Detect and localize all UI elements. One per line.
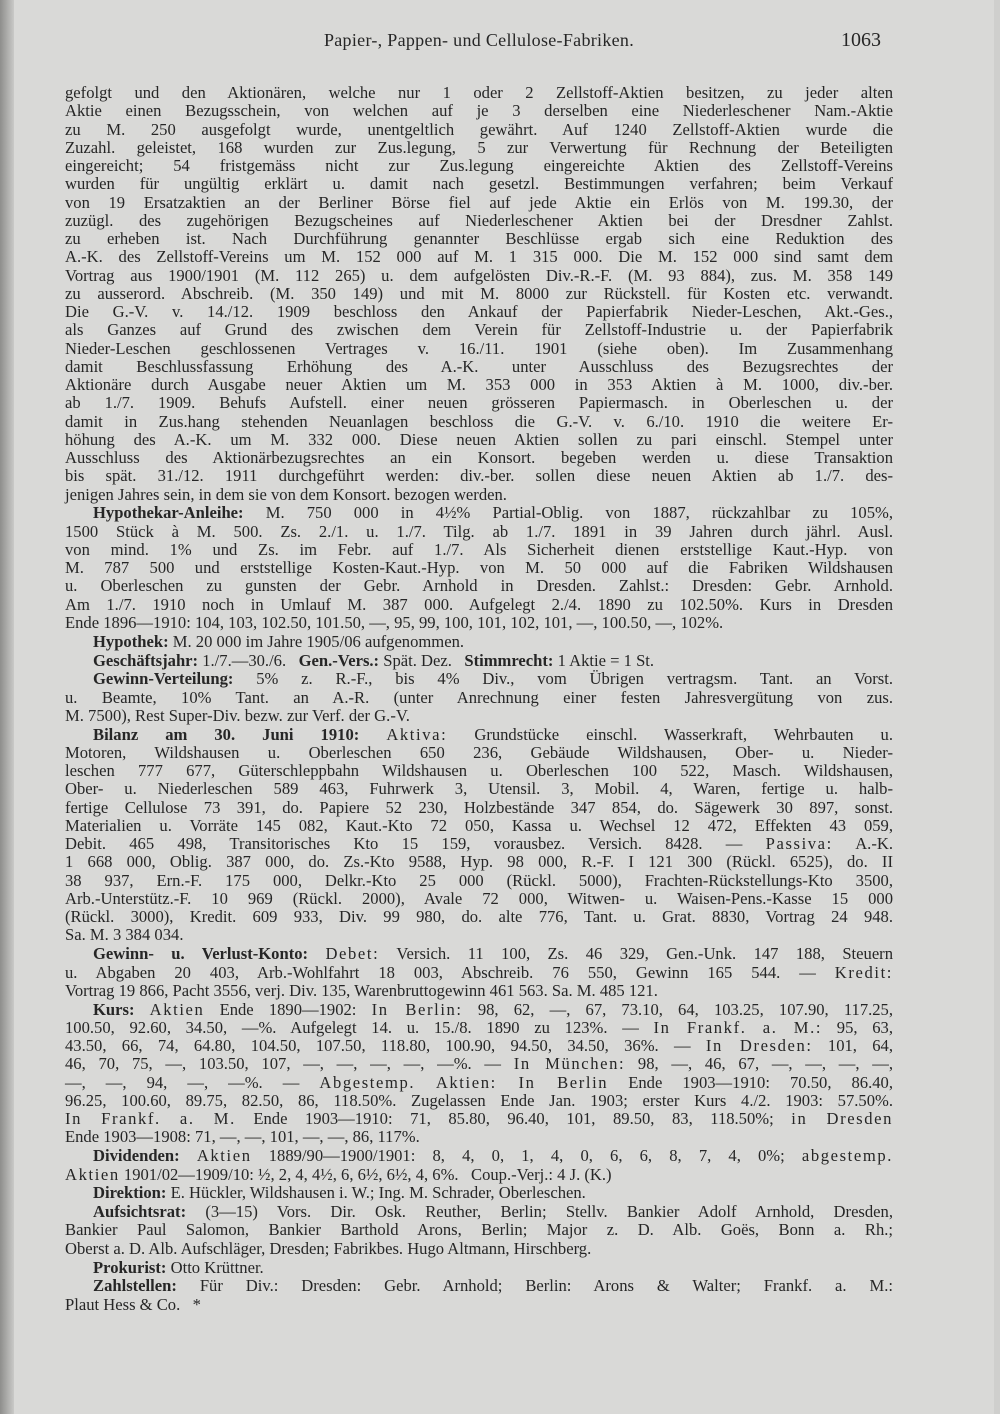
text-line <box>65 633 893 651</box>
text-run <box>359 725 386 744</box>
text-run: Am 1./7. 1910 noch in Umlauf M. 387 000. Aufgelegt 2./4. 1890 zu 102.50%. Kurs in Dresden <box>65 594 893 614</box>
text-line <box>65 835 893 853</box>
spaced-text: in Dresden <box>791 1109 893 1129</box>
text-run: wurden für ungültig erklärt u. damit nach gesetzl. Bestimmungen verfahren; beim Verkauf <box>65 174 893 194</box>
spaced-text: In Frankf. a. M. <box>65 1109 236 1129</box>
spaced-text: Aktien <box>65 1164 120 1184</box>
scan-edge-left <box>0 0 14 1414</box>
text-line <box>65 504 893 522</box>
text-line <box>65 670 893 688</box>
text-line <box>65 248 893 266</box>
paragraph <box>65 633 893 651</box>
text-line <box>65 1074 893 1092</box>
text-line <box>65 139 893 157</box>
text-run: Aktie einen Bezugsschein, von welchen auf je 3 derselben eine Niederleschener Nam.-Aktie <box>65 101 893 121</box>
text-line <box>65 267 893 285</box>
text-line <box>65 596 893 614</box>
section-label: Gewinn- u. Verlust-Konto: <box>93 944 309 964</box>
text-run: u. Abgaben 20 403, Arb.-Wohlfahrt 18 003, Abschreib. 76 550, Gewinn 165 544. — <box>65 962 835 982</box>
text-line <box>65 964 893 982</box>
text-run: M. 787 500 und erststellige Kosten-Kaut.-Hyp. von M. 50 000 auf die Fabriken Wildshausen <box>65 558 893 578</box>
text-line <box>65 926 893 944</box>
section-label: Zahlstellen: <box>93 1276 177 1296</box>
text-line <box>65 1019 893 1037</box>
section-label: Aufsichtsrat: <box>93 1202 187 1222</box>
text-run: damit Beschlussfassung Erhöhung des A.-K. unter Ausschluss des Bezugsrechtes der <box>65 356 893 376</box>
text-run: zuzügl. des zugehörigen Bezugscheines auf Niederleschener Aktien bei der Dresdner Zahlst. <box>65 210 893 230</box>
section-label: Gen.-Vers.: <box>298 650 380 670</box>
text-line <box>65 1240 893 1258</box>
text-run: (3—15) Vors. Dir. Osk. Reuther, Berlin; Stellv. Bankier Adolf Arnhold, Dresden, <box>186 1202 893 1222</box>
text-line <box>65 467 893 485</box>
spaced-text: Aktiva: <box>386 724 448 744</box>
spaced-text: Abgestemp. Aktien: In Berlin <box>319 1072 609 1092</box>
text-line <box>65 102 893 120</box>
text-run: 98, —, 46, 67, —, —, —, —, <box>625 1054 894 1074</box>
text-line <box>65 1147 893 1165</box>
text-line <box>65 376 893 394</box>
text-run: bis spät. 31./12. 1911 durchgeführt werden: div.-ber. sollen diese neuen Aktien ab 1./7. des- <box>65 466 893 486</box>
text-run: 1./7.—30./6. <box>198 650 299 670</box>
text-line <box>65 321 893 339</box>
text-run: 38 937, Ern.-F. 175 000, Delkr.-Kto 25 000 (Rückl. 5000), Frachten-Rückstellungs-Kto 3500, <box>65 870 893 890</box>
text-line <box>65 541 893 559</box>
text-run: Debit. 465 498, Transitorisches Kto 15 159, vorausbez. Versich. 8428. — <box>65 834 766 854</box>
text-run: M. 7500), Rest Super-Div. bezw. zur Verf. der G.-V. <box>65 705 410 725</box>
paragraph <box>65 1259 893 1277</box>
text-run: E. Hückler, Wildshausen i. W.; Ing. M. Schrader, Oberleschen. <box>166 1183 586 1203</box>
text-run: zu ausserord. Abschreib. (M. 350 149) und mit M. 8000 zur Rückstell. für Kosten etc. verwandt. <box>65 283 893 303</box>
text-run: höhung des A.-K. um M. 332 000. Diese neuen Aktien sollen zu pari einschl. Stempel unter <box>65 429 893 449</box>
text-run: Motoren, Wildshausen u. Oberleschen 650 236, Gebäude Wildshausen, Ober- u. Nieder- <box>65 742 893 762</box>
text-line <box>65 707 893 725</box>
text-run: jenigen Jahres sein, in dem sie von dem Konsort. bezogen werden. <box>65 484 507 504</box>
section-label: Kurs: <box>93 999 135 1019</box>
text-run: —, —, 94, —, —%. — <box>65 1072 320 1092</box>
text-run: Ende 1903—1908: 71, —, —, 101, —, —, 86, 117%. <box>65 1127 420 1147</box>
paragraph <box>65 1184 893 1202</box>
text-run: damit in Zus.hang stehenden Neuanlagen beschloss die G.-V. v. 6./10. 1910 die weitere Er- <box>65 411 893 431</box>
text-line <box>65 303 893 321</box>
text-run: Für Div.: Dresden: Gebr. Arnhold; Berlin: Arons & Walter; Frankf. a. M.: <box>176 1276 893 1296</box>
text-run: eingereicht; 54 fristgemäss nicht zur Zus.legung eingereichte Aktien des Zellstoff-Vereins <box>65 156 893 175</box>
page-body <box>65 84 893 1314</box>
text-run: 95, 63, <box>822 1017 893 1037</box>
text-run <box>134 1000 149 1019</box>
text-run <box>308 944 325 963</box>
spaced-text: Passiva: <box>765 834 833 854</box>
text-run: Materialien u. Vorräte 145 082, Kaut.-Kto 72 050, Kassa u. Wechsel 12 472, Effekten 43 059, <box>65 815 893 835</box>
paragraph <box>65 504 893 632</box>
paragraph <box>65 84 893 504</box>
text-run: 101, 64, <box>812 1036 893 1056</box>
section-label: Hypothekar-Anleihe: <box>93 503 244 523</box>
text-run: Vortrag 19 866, Pacht 3556, verj. Div. 135, Warenbruttogewinn 461 563. Sa. M. 485 121. <box>65 980 658 1000</box>
text-line <box>65 194 893 212</box>
text-line <box>65 1001 893 1019</box>
text-run: 1 Aktie = 1 St. <box>553 650 655 670</box>
text-line <box>65 982 893 1000</box>
section-label: Prokurist: <box>93 1257 167 1277</box>
text-run: leschen 777 677, Güterschleppbahn Wildshausen u. Oberleschen 100 522, Masch. Wildshausen, <box>65 761 893 781</box>
text-line <box>65 1277 893 1295</box>
page-header <box>65 30 893 56</box>
text-run: Spät. Dez. <box>379 650 465 670</box>
text-line <box>65 413 893 431</box>
section-label: Geschäftsjahr: <box>93 650 199 670</box>
text-run: Zuzahl. geleistet, 168 wurden zur Zus.legung, 5 zur Verwertung für Rechnung der Beteiligten <box>65 137 893 157</box>
spaced-text: abgestemp. <box>801 1146 893 1166</box>
section-label: Stimmrecht: <box>464 650 554 670</box>
paragraph <box>65 652 893 670</box>
text-run: von mind. 1% und Zs. im Febr. auf 1./7. Als Sicherheit dienen erststellige Kaut.-Hyp. von <box>65 539 893 559</box>
section-label: Dividenden: <box>93 1146 180 1166</box>
text-line <box>65 689 893 707</box>
spaced-text: Aktien <box>149 999 205 1019</box>
text-run: Grundstücke einschl. Wasserkraft, Wehrbauten u. <box>447 724 893 744</box>
text-run: 100.50, 92.60, 34.50, —%. Aufgelegt 14. u. 15./8. 1890 zu 123%. — <box>65 1017 654 1037</box>
text-run: 1901/02—1909/10: ½, 2, 4, 4½, 6, 6½, 6½, 4, 6%. Coup.-Verj.: 4 J. (K.) <box>119 1164 612 1184</box>
text-line <box>65 1037 893 1055</box>
spaced-text: Aktien <box>196 1146 252 1166</box>
text-line <box>65 1296 893 1314</box>
text-run: Die G.-V. v. 14./12. 1909 beschloss den Ankauf der Papierfabrik Nieder-Leschen, Akt.-Ges., <box>65 302 893 321</box>
text-line <box>65 1166 893 1184</box>
text-line <box>65 1221 893 1239</box>
text-run: Arb.-Unterstütz.-F. 10 969 (Rückl. 2000), Avale 72 000, Witwen- u. Waisen-Pens.-Kasse 15 000 <box>65 888 893 908</box>
text-run: Versich. 11 100, Zs. 46 329, Gen.-Unk. 147 188, Steuern <box>379 944 894 964</box>
text-run: 5% z. R.-F., bis 4% Div., vom Übrigen vertragsm. Tant. an Vorst. <box>233 669 893 689</box>
text-line <box>65 908 893 926</box>
spaced-text: Kredit: <box>834 962 893 982</box>
text-line <box>65 84 893 102</box>
text-run <box>180 1146 197 1165</box>
text-line <box>65 1055 893 1073</box>
text-line <box>65 853 893 871</box>
running-title: Papier-, Pappen- und Cellulose-Fabriken. <box>323 30 635 50</box>
text-line <box>65 1110 893 1128</box>
text-line <box>65 614 893 632</box>
text-run: 1889/90—1900/1901: 8, 4, 0, 1, 4, 0, 6, 6, 8, 7, 4, 0%; <box>251 1146 802 1166</box>
paragraph <box>65 945 893 1000</box>
text-run: M. 20 000 im Jahre 1905/06 aufgenommen. <box>168 631 465 651</box>
text-line <box>65 1092 893 1110</box>
paragraph <box>65 1147 893 1184</box>
text-run: u. Beamte, 10% Tant. an A.-R. (unter Anrechnung einer festen Jahresvergütung von zus. <box>65 687 893 707</box>
section-label: Hypothek: <box>93 631 169 651</box>
text-line <box>65 486 893 504</box>
text-line <box>65 1128 893 1146</box>
text-line <box>65 744 893 762</box>
text-run: M. 750 000 in 4½% Partial-Oblig. von 1887, rückzahlbar zu 105%, <box>243 503 893 523</box>
section-label: Direktion: <box>93 1183 167 1203</box>
text-run: 1 668 000, Oblig. 387 000, do. Zs.-Kto 9588, Hyp. 98 000, R.-F. I 121 300 (Rückl. 6525), do. II <box>65 852 893 872</box>
text-line <box>65 762 893 780</box>
page-number: 1063 <box>841 29 881 51</box>
text-run: gefolgt und den Aktionären, welche nur 1 oder 2 Zellstoff-Aktien besitzen, zu jeder alten <box>65 83 893 102</box>
text-run: fertige Cellulose 73 391, do. Papiere 52 230, Holzbestände 347 854, do. Sägewerk 30 897, sonst. <box>65 797 893 817</box>
text-run: als Ganzes auf Grund des zwischen dem Verein für Zellstoff-Industrie u. der Papierfabrik <box>65 320 893 340</box>
text-run: Aktionäre durch Ausgabe neuer Aktien um M. 353 000 in 353 Aktien à M. 1000, div.-ber. <box>65 375 893 394</box>
text-run: Ende 1903—1910: 70.50, 86.40, <box>608 1072 893 1092</box>
text-run: 96.25, 100.60, 89.75, 82.50, 86, 118.50%. Zugelassen Ende Jan. 1903; erster Kurs 4./2. 1903: 57.50%. <box>65 1090 893 1110</box>
paragraph <box>65 1001 893 1147</box>
text-line <box>65 945 893 963</box>
text-run: A.-K. <box>832 834 893 854</box>
text-run: zu M. 250 ausgefolgt wurde, unentgeltlich gewährt. Auf 1240 Zellstoff-Aktien wurde die <box>65 119 893 139</box>
paragraph <box>65 1203 893 1258</box>
section-label: Gewinn-Verteilung: <box>93 669 234 689</box>
text-line <box>65 175 893 193</box>
text-run: zu erheben ist. Nach Durchführung genannter Beschlüsse ergab sich eine Reduktion des <box>65 229 893 248</box>
text-run: Nieder-Leschen geschlossenen Vertrages v. 16./11. 1901 (siehe oben). Im Zusammenhang <box>65 338 893 358</box>
text-line <box>65 157 893 175</box>
spaced-text: In München: <box>513 1054 626 1074</box>
text-run: 98, 62, —, 67, 73.10, 64, 103.25, 107.90, 117.25, <box>462 999 894 1019</box>
text-run: Ausschluss des Aktionärbezugsrechtes an ein Konsort. begeben werden u. diese Transaktion <box>65 448 893 467</box>
text-line <box>65 523 893 541</box>
text-line <box>65 577 893 595</box>
text-line <box>65 799 893 817</box>
text-run: Ober- u. Niederleschen 589 463, Fuhrwerk 3, Utensil. 3, Mobil. 4, Waren, fertige u. halb- <box>65 779 893 799</box>
text-run: u. Oberleschen zu gunsten der Gebr. Arnhold in Dresden. Zahlst.: Dresden: Gebr. Arnhold. <box>65 576 893 596</box>
text-line <box>65 1184 893 1202</box>
spaced-text: Debet: <box>325 944 380 964</box>
paragraph <box>65 1277 893 1314</box>
paragraph <box>65 670 893 725</box>
text-line <box>65 817 893 835</box>
text-line <box>65 726 893 744</box>
text-line <box>65 230 893 248</box>
text-run: 1500 Stück à M. 500. Zs. 2./1. u. 1./7. Tilg. ab 1./7. 1891 in 39 Jahren durch jährl. Ausl. <box>65 521 893 541</box>
text-line <box>65 1259 893 1277</box>
text-run: A.-K. des Zellstoff-Vereins um M. 152 000 auf M. 1 315 000. Die M. 152 000 sind samt dem <box>65 247 893 267</box>
spaced-text: In Berlin: <box>371 999 463 1019</box>
text-line <box>65 559 893 577</box>
text-line <box>65 358 893 376</box>
text-line <box>65 340 893 358</box>
text-line <box>65 652 893 670</box>
text-run: (Rückl. 3000), Kredit. 609 933, Div. 99 980, do. alte 776, Tant. u. Grat. 8830, Vortrag 24 948. <box>65 907 893 927</box>
text-line <box>65 431 893 449</box>
text-line <box>65 212 893 230</box>
scan-edge-right <box>994 0 1000 1414</box>
spaced-text: In Frankf. a. M.: <box>653 1017 823 1037</box>
text-run: von 19 Ersatzaktien an der Berliner Börse fiel auf jede Aktie ein Erlös von M. 199.30, der <box>65 192 893 212</box>
spaced-text: In Dresden: <box>705 1036 813 1056</box>
section-label: Bilanz am 30. Juni 1910: <box>93 724 360 744</box>
text-line <box>65 890 893 908</box>
text-run: Oberst a. D. Alb. Aufschläger, Dresden; Fabrikbes. Hugo Altmann, Hirschberg. <box>65 1238 592 1258</box>
text-run: Ende 1903—1910: 71, 85.80, 96.40, 101, 89.50, 83, 118.50%; <box>235 1109 792 1129</box>
text-run: Vortrag aus 1900/1901 (M. 112 265) u. dem aufgelösten Div.-R.-F. (M. 93 884), zus. M. 358 149 <box>65 265 893 285</box>
text-line <box>65 285 893 303</box>
text-run: ab 1./7. 1909. Behufs Aufstell. einer neuen grösseren Papiermasch. in Oberleschen u. der <box>65 393 893 413</box>
text-run: Plaut Hess & Co. * <box>65 1294 201 1314</box>
text-line <box>65 394 893 412</box>
text-run: Sa. M. 3 384 034. <box>65 925 184 945</box>
text-line <box>65 449 893 467</box>
text-line <box>65 780 893 798</box>
text-run: Ende 1890—1902: <box>204 999 372 1019</box>
text-run: 46, 70, 75, —, 103.50, 107, —, —, —, —, —%. — <box>65 1054 514 1074</box>
text-line <box>65 121 893 139</box>
text-line <box>65 872 893 890</box>
text-line <box>65 1203 893 1221</box>
text-run: 43.50, 66, 74, 64.80, 104.50, 107.50, 118.80, 100.90, 94.50, 34.50, 36%. — <box>65 1036 706 1056</box>
text-run: Ende 1896—1910: 104, 103, 102.50, 101.50, —, 95, 99, 100, 101, 102, 101, —, 100.50, —, 102%. <box>65 612 724 632</box>
text-run: Otto Krüttner. <box>166 1257 264 1277</box>
paragraph <box>65 726 893 945</box>
text-run: Bankier Paul Salomon, Bankier Barthold Arons, Berlin; Major z. D. Alb. Goës, Bonn a. Rh.; <box>65 1220 893 1240</box>
